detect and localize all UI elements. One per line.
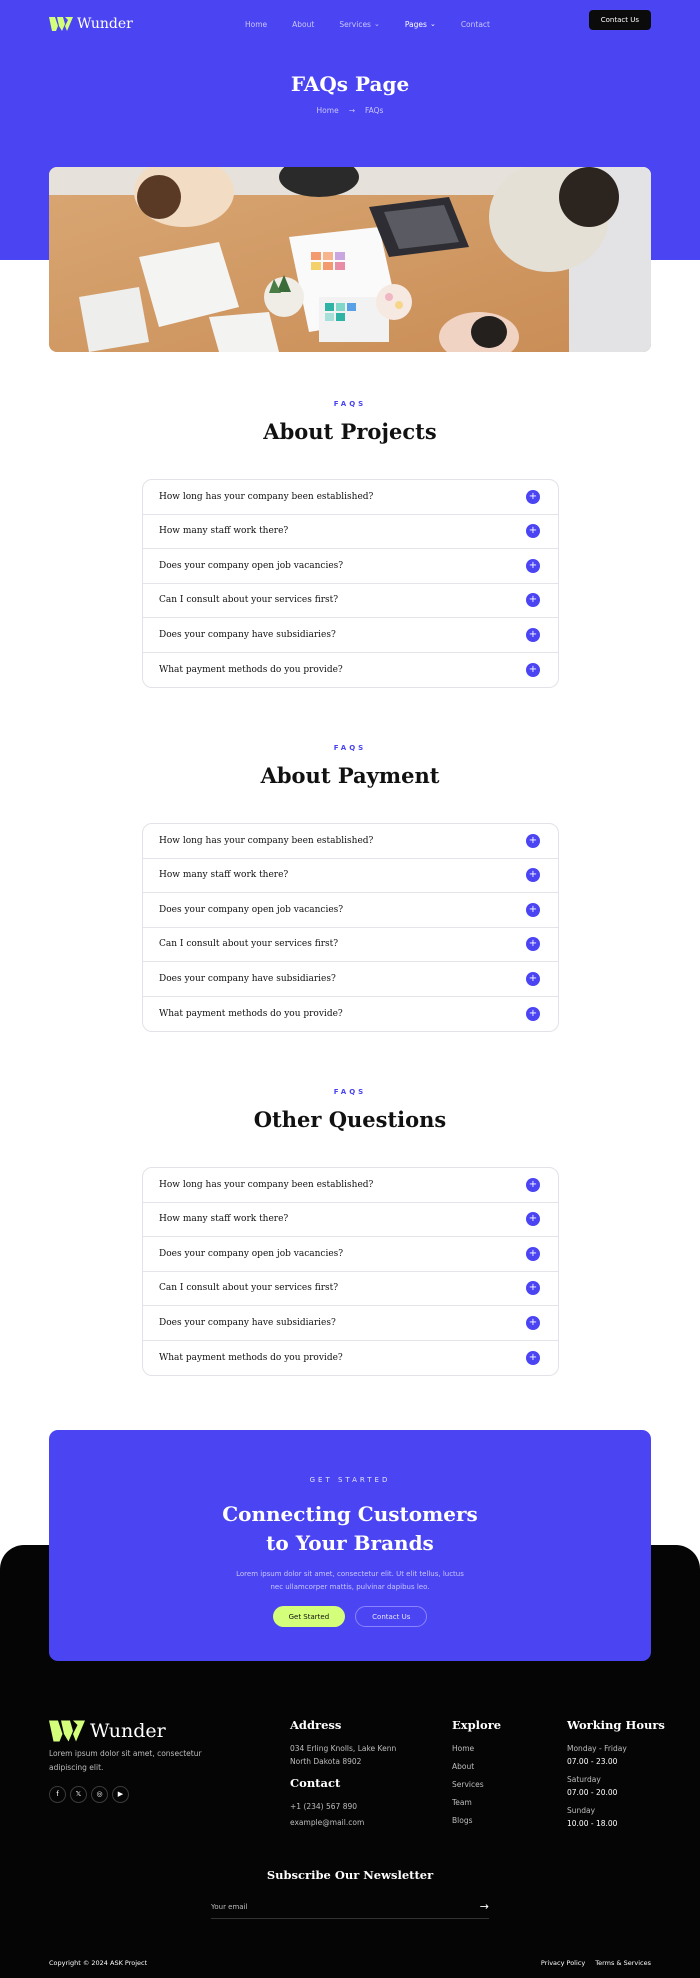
working-hours (567, 1742, 627, 1835)
section-title: About Payment (260, 763, 440, 788)
explore-link-services[interactable]: Services (452, 1780, 484, 1789)
terms-link[interactable]: Terms & Services (595, 1959, 651, 1967)
nav-label: Contact (460, 19, 490, 29)
faq-item[interactable] (143, 859, 558, 894)
nav-link-home[interactable] (245, 20, 267, 29)
chevron-down-icon: ⌄ (373, 20, 380, 28)
plus-icon[interactable]: + (526, 628, 540, 642)
nav-link-services[interactable] (339, 20, 380, 29)
faq-item[interactable] (143, 1203, 558, 1238)
copyright: Copyright © 2024 ASK Project (49, 1959, 148, 1967)
faq-question: Can I consult about your services first? (159, 1283, 339, 1294)
faq-item[interactable] (143, 584, 558, 619)
plus-icon[interactable]: + (526, 1007, 540, 1021)
nav-link-contact[interactable] (461, 20, 490, 29)
faq-question: What payment methods do you provide? (159, 1008, 343, 1019)
newsletter-email-input[interactable] (211, 1903, 451, 1911)
faq-question: Does your company open job vacancies? (159, 904, 344, 915)
faq-item[interactable] (143, 893, 558, 928)
nav-link-pages[interactable] (405, 20, 436, 29)
w-logo-icon (49, 1720, 85, 1742)
nav-label: About (292, 19, 315, 29)
plus-icon[interactable]: + (526, 1316, 540, 1330)
faq-question: Does your company open job vacancies? (159, 560, 344, 571)
nav-label: Pages (404, 19, 427, 29)
faq-question: What payment methods do you provide? (159, 664, 343, 675)
chevron-down-icon: ⌄ (429, 20, 436, 28)
address-line-2: North Dakota 8902 (290, 1757, 362, 1766)
cta-eyebrow: GET STARTED (309, 1476, 391, 1484)
cta-buttons (49, 1606, 651, 1627)
faq-item[interactable] (143, 515, 558, 550)
plus-icon[interactable]: + (526, 834, 540, 848)
get-started-button[interactable]: Get Started (273, 1606, 346, 1627)
newsletter-title: Subscribe Our Newsletter (266, 1868, 434, 1882)
hours-value: 07.00 - 23.00 (567, 1757, 618, 1766)
plus-icon[interactable]: + (526, 1178, 540, 1192)
address-line-1: 034 Erling Knolls, Lake Kenn (290, 1744, 397, 1753)
cta-contact-button[interactable]: Contact Us (355, 1606, 427, 1627)
explore-title: Explore (452, 1718, 502, 1732)
arrow-right-icon[interactable]: → (479, 1900, 489, 1913)
plus-icon[interactable]: + (526, 972, 540, 986)
hours-title: Working Hours (567, 1718, 665, 1732)
faq-question: Can I consult about your services first? (159, 939, 339, 950)
faq-question: Does your company open job vacancies? (159, 1248, 344, 1259)
explore-link-blogs[interactable]: Blogs (452, 1816, 473, 1825)
social-links (49, 1786, 129, 1803)
contact-email[interactable]: example@mail.com (290, 1818, 365, 1827)
youtube-icon[interactable]: ▶ (112, 1786, 129, 1803)
page-title: FAQs Page (290, 72, 410, 96)
plus-icon[interactable]: + (526, 903, 540, 917)
plus-icon[interactable]: + (526, 937, 540, 951)
hours-label: Monday - Friday (567, 1744, 627, 1753)
plus-icon[interactable]: + (526, 1351, 540, 1365)
faq-question: How long has your company been established? (159, 491, 374, 502)
plus-icon[interactable]: + (526, 559, 540, 573)
hero-image (49, 167, 651, 352)
facebook-icon[interactable]: f (49, 1786, 66, 1803)
contact-title: Contact (290, 1776, 341, 1790)
breadcrumb-home[interactable]: Home (316, 106, 339, 115)
faq-item[interactable] (143, 997, 558, 1032)
nav-links (245, 10, 490, 38)
faq-section-other (0, 1088, 700, 1132)
section-eyebrow: FAQS (333, 1088, 367, 1096)
brand-name: Wunder (77, 16, 133, 32)
faq-list-projects (142, 479, 559, 688)
faq-question: How many staff work there? (159, 1214, 289, 1225)
section-title: Other Questions (253, 1107, 447, 1132)
faq-question: Does your company have subsidiaries? (159, 629, 336, 640)
faq-question: How long has your company been established? (159, 835, 374, 846)
faq-question: What payment methods do you provide? (159, 1352, 343, 1363)
faq-section-payment (0, 744, 700, 788)
explore-link-home[interactable]: Home (452, 1744, 475, 1753)
section-title: About Projects (263, 419, 437, 444)
hours-value: 07.00 - 20.00 (567, 1788, 618, 1797)
faq-item[interactable] (143, 618, 558, 653)
faq-question: Can I consult about your services first? (159, 595, 339, 606)
plus-icon[interactable]: + (526, 1212, 540, 1226)
explore-links (452, 1744, 484, 1825)
newsletter-form (211, 1895, 489, 1919)
faq-question: How long has your company been established? (159, 1179, 374, 1190)
address-title: Address (290, 1718, 342, 1732)
faq-item[interactable] (143, 962, 558, 997)
nav-label: Home (245, 19, 268, 29)
footer-description: Lorem ipsum dolor sit amet, consectetur adipiscing elit. (49, 1749, 202, 1772)
faq-item[interactable] (143, 653, 558, 688)
cta-text: Lorem ipsum dolor sit amet, consectetur elit. Ut elit tellus, luctus nec ullamcorper mattis, pulvinar dapibus leo. (236, 1570, 464, 1591)
nav-label: Services (339, 19, 371, 29)
plus-icon[interactable]: + (526, 524, 540, 538)
logo[interactable] (49, 16, 133, 32)
faq-item[interactable] (143, 1237, 558, 1272)
contact-phone[interactable]: +1 (234) 567 890 (290, 1802, 358, 1811)
faq-question: Does your company have subsidiaries? (159, 973, 336, 984)
x-icon[interactable]: 𝕏 (70, 1786, 87, 1803)
faq-item[interactable] (143, 1168, 558, 1203)
arrow-right-icon: → (348, 106, 355, 115)
w-logo-icon (49, 17, 73, 31)
cta-title: Connecting Customers to Your Brands (222, 1502, 478, 1555)
faq-list-payment (142, 823, 559, 1032)
plus-icon[interactable]: + (526, 490, 540, 504)
breadcrumb-current: FAQs (365, 106, 384, 115)
faq-item[interactable] (143, 549, 558, 584)
explore-link-about[interactable]: About (452, 1762, 475, 1771)
faq-item[interactable] (143, 1341, 558, 1376)
section-eyebrow: FAQS (333, 744, 367, 752)
hours-value: 10.00 - 18.00 (567, 1819, 618, 1828)
top-nav (49, 10, 651, 38)
legal-links (541, 1959, 651, 1967)
brand-name: Wunder (90, 1720, 166, 1742)
faq-item[interactable] (143, 928, 558, 963)
hours-label: Saturday (567, 1775, 601, 1784)
plus-icon[interactable]: + (526, 663, 540, 677)
plus-icon[interactable]: + (526, 1281, 540, 1295)
privacy-policy-link[interactable]: Privacy Policy (540, 1959, 586, 1967)
faq-question: How many staff work there? (159, 526, 289, 537)
nav-link-about[interactable] (292, 20, 314, 29)
section-eyebrow: FAQS (333, 400, 367, 408)
contact-us-button[interactable]: Contact Us (589, 10, 651, 30)
faq-question: Does your company have subsidiaries? (159, 1317, 336, 1328)
hours-label: Sunday (567, 1806, 596, 1815)
plus-icon[interactable]: + (526, 593, 540, 607)
footer-logo[interactable] (49, 1720, 166, 1742)
plus-icon[interactable]: + (526, 868, 540, 882)
explore-link-team[interactable]: Team (452, 1798, 472, 1807)
instagram-icon[interactable]: ◎ (91, 1786, 108, 1803)
team-meeting-illustration (49, 167, 651, 352)
faq-question: How many staff work there? (159, 870, 289, 881)
faq-item[interactable] (143, 1272, 558, 1307)
faq-section-projects (0, 400, 700, 444)
cta-banner (49, 1430, 651, 1661)
plus-icon[interactable]: + (526, 1247, 540, 1261)
breadcrumb (0, 106, 700, 115)
faq-item[interactable] (143, 480, 558, 515)
faq-item[interactable] (143, 824, 558, 859)
faq-list-other (142, 1167, 559, 1376)
faq-item[interactable] (143, 1306, 558, 1341)
